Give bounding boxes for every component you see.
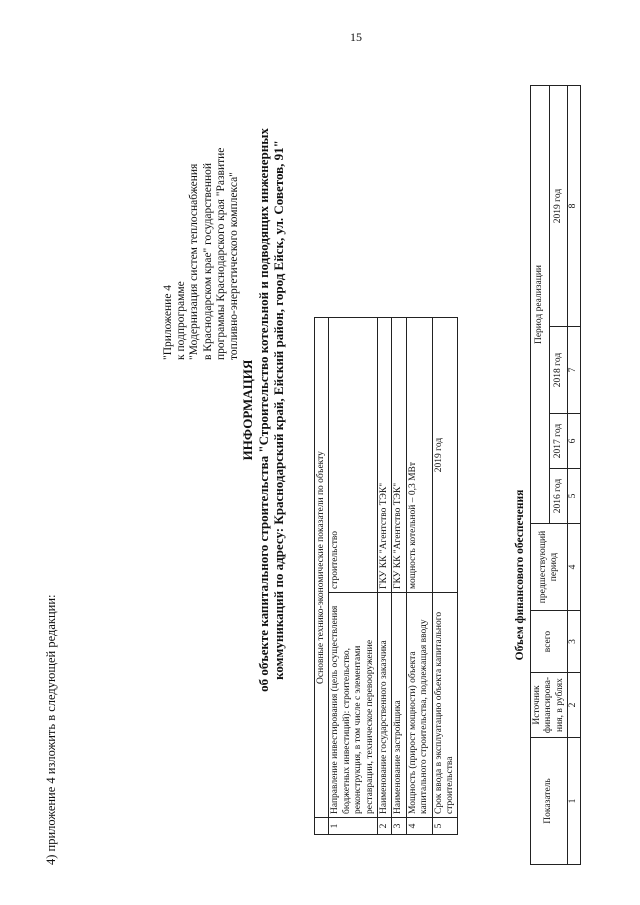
row-number: 3: [392, 818, 406, 835]
appendix-line: к подпрограмме: [175, 281, 188, 360]
row-label: Срок ввода в эксплуатацию объекта капитального строительства: [432, 593, 458, 818]
header-period: Период реализации: [531, 86, 550, 524]
page-number: 15: [350, 30, 362, 44]
indicators-table: [314, 317, 458, 835]
row-number: 5: [432, 818, 458, 835]
appendix-line: "Модернизация систем теплоснабжения: [188, 163, 201, 360]
table-caption: Основные технико-экономические показатели по объекту: [315, 318, 329, 818]
column-number: 8: [568, 86, 581, 327]
row-number: 1: [329, 818, 378, 835]
rotated-page-content: [42, 45, 632, 865]
header-2018: 2018 год: [549, 327, 568, 414]
finance-heading: Объем финансового обеспечения: [514, 489, 526, 661]
row-label: Наименование застройщика: [392, 593, 406, 818]
header-2017: 2017 год: [549, 414, 568, 469]
row-label: Мощность (прирост мощности) объекта капитального строительства, подлежащая вводу: [406, 593, 432, 818]
table-row: [392, 318, 406, 835]
title-line-1: об объекте капитального строительства "Строительство котельной и подводящих инженерных: [255, 128, 271, 692]
header-total: всего: [531, 611, 568, 673]
column-number: 3: [568, 611, 581, 673]
row-value: ГКУ КК "Агентство ТЭК": [392, 318, 406, 593]
appendix-line: в Краснодарском крае" государственной: [201, 162, 214, 360]
appendix-line: "Приложение 4: [162, 284, 174, 360]
row-value: строительство: [329, 318, 378, 593]
document-title: [240, 110, 287, 710]
header-previous: предшествующий период: [531, 524, 568, 611]
row-value: мощность котельной – 0,3 МВт: [406, 318, 432, 593]
column-number: 7: [568, 327, 581, 414]
table-row: [568, 86, 581, 865]
amendment-intro: 4) приложение 4 изложить в следующей редакции:: [44, 594, 58, 865]
table-row: [329, 318, 378, 835]
header-indicator: Показатель: [531, 738, 568, 865]
table-row: [406, 318, 432, 835]
table-row: [432, 318, 458, 835]
finance-table: [530, 85, 581, 865]
row-number: 2: [377, 818, 391, 835]
header-source: Источник финансирова-ния, в рублях: [531, 673, 568, 738]
column-number: 1: [568, 738, 581, 865]
column-number: 5: [568, 469, 581, 524]
title-heading: ИНФОРМАЦИЯ: [240, 359, 255, 461]
row-number: 4: [406, 818, 432, 835]
table-cell: [315, 818, 329, 835]
appendix-line: программы Краснодарского края "Развитие: [214, 147, 227, 360]
title-line-2: коммуникаций по адресу: Краснодарский край, Ейский район, город Ейск, ул. Советов, 91": [271, 140, 287, 680]
column-number: 2: [568, 673, 581, 738]
column-number: 6: [568, 414, 581, 469]
header-2016: 2016 год: [549, 469, 568, 524]
row-value: 2019 год: [432, 318, 458, 593]
appendix-line: топливно-энергетического комплекса": [228, 172, 241, 360]
row-label: Наименование государственного заказчика: [377, 593, 391, 818]
appendix-reference: [162, 60, 241, 360]
column-number: 4: [568, 524, 581, 611]
table-row: [377, 318, 391, 835]
header-2019: 2019 год: [549, 86, 568, 327]
row-label: Направление инвестирования (цель осуществления бюджетных инвестиций): строительство, реконструкция, в том числе с элементами реставрации, техническое перевооружение: [329, 593, 378, 818]
row-value: ГКУ КК "Агентство ТЭК": [377, 318, 391, 593]
